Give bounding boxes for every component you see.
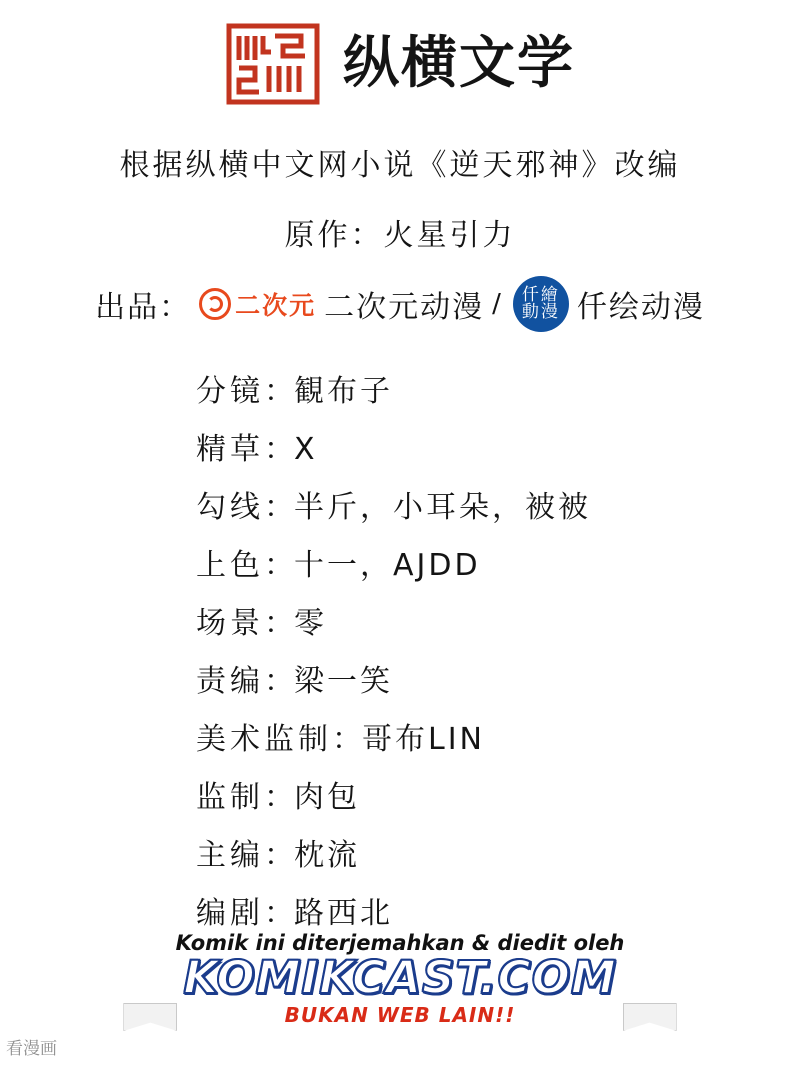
staff-role: 分镜 (196, 374, 264, 409)
zongheng-seal-logo-icon (225, 22, 321, 106)
original-author-line: 原作：火星引力 (284, 218, 516, 253)
logo-title: 纵横文学 (343, 31, 575, 96)
staff-row (196, 656, 800, 700)
staff-role: 场景 (196, 606, 264, 641)
scanlation-site-name: KOMIKCAST.COM (183, 951, 617, 1005)
intro-credits (0, 140, 800, 332)
qianhui-badge-line1: 仟繪 (521, 285, 560, 305)
source-watermark: 看漫画 (6, 1039, 57, 1059)
staff-row (196, 598, 800, 642)
staff-name: 半斤，小耳朵，被被 (294, 490, 591, 525)
staff-separator: ： (264, 838, 294, 873)
ribbon-left-tail (123, 1003, 177, 1031)
staff-role: 责编 (196, 664, 264, 699)
scanlation-ribbon (123, 951, 676, 1027)
staff-name: 路西北 (294, 896, 393, 931)
staff-separator: ： (264, 606, 294, 641)
staff-separator: ： (264, 374, 294, 409)
spiral-icon (199, 288, 231, 320)
staff-name: 哥布LIN (362, 722, 486, 757)
adaptation-line: 根据纵横中文网小说《逆天邪神》改编 (119, 148, 681, 183)
scanlation-tagline: BUKAN WEB LAIN!! (284, 1003, 516, 1027)
staff-row (196, 424, 800, 468)
staff-name: 零 (294, 606, 327, 641)
producer-name-2: 仟绘动漫 (576, 290, 705, 325)
producer-prefix: 出品： (95, 290, 192, 325)
staff-separator: ： (264, 432, 294, 467)
staff-row (196, 482, 800, 526)
staff-separator: ： (264, 780, 294, 815)
staff-role: 主编 (196, 838, 264, 873)
staff-role: 监制 (196, 780, 264, 815)
staff-role: 上色 (196, 548, 264, 583)
logo-header (0, 0, 800, 106)
producer-name-1: 二次元动漫 (324, 290, 485, 325)
staff-row (196, 830, 800, 874)
staff-separator: ： (332, 722, 362, 757)
staff-separator: ： (264, 896, 294, 931)
staff-row (196, 366, 800, 410)
staff-row (196, 714, 800, 758)
staff-name: 梁一笑 (294, 664, 393, 699)
staff-row (196, 772, 800, 816)
staff-name: 枕流 (294, 838, 360, 873)
staff-role: 编剧 (196, 896, 264, 931)
staff-role: 精草 (196, 432, 264, 467)
scanlation-credit-footer (0, 931, 800, 1027)
qianhui-badge-line2: 動漫 (521, 302, 560, 322)
staff-name: 観布子 (294, 374, 393, 409)
producer-line (0, 276, 800, 332)
ribbon-right-tail (623, 1003, 677, 1031)
staff-name: 肉包 (294, 780, 360, 815)
staff-role: 勾线 (196, 490, 264, 525)
staff-separator: ： (264, 490, 294, 525)
erciyuan-badge-label: 二次元 (235, 291, 317, 320)
qianhui-logo-icon (513, 276, 569, 332)
scanlation-credit-top: Komik ini diterjemahkan & diedit oleh (175, 931, 625, 956)
staff-name: X (294, 432, 318, 467)
staff-role: 美术监制 (196, 722, 332, 757)
staff-separator: ： (264, 664, 294, 699)
staff-name: 十一，AJDD (294, 548, 481, 583)
staff-separator: ： (264, 548, 294, 583)
staff-row (196, 888, 800, 932)
producer-separator: / (492, 289, 503, 319)
staff-row (196, 540, 800, 584)
erciyuan-logo-icon (197, 286, 318, 322)
staff-credits-list (0, 366, 800, 932)
